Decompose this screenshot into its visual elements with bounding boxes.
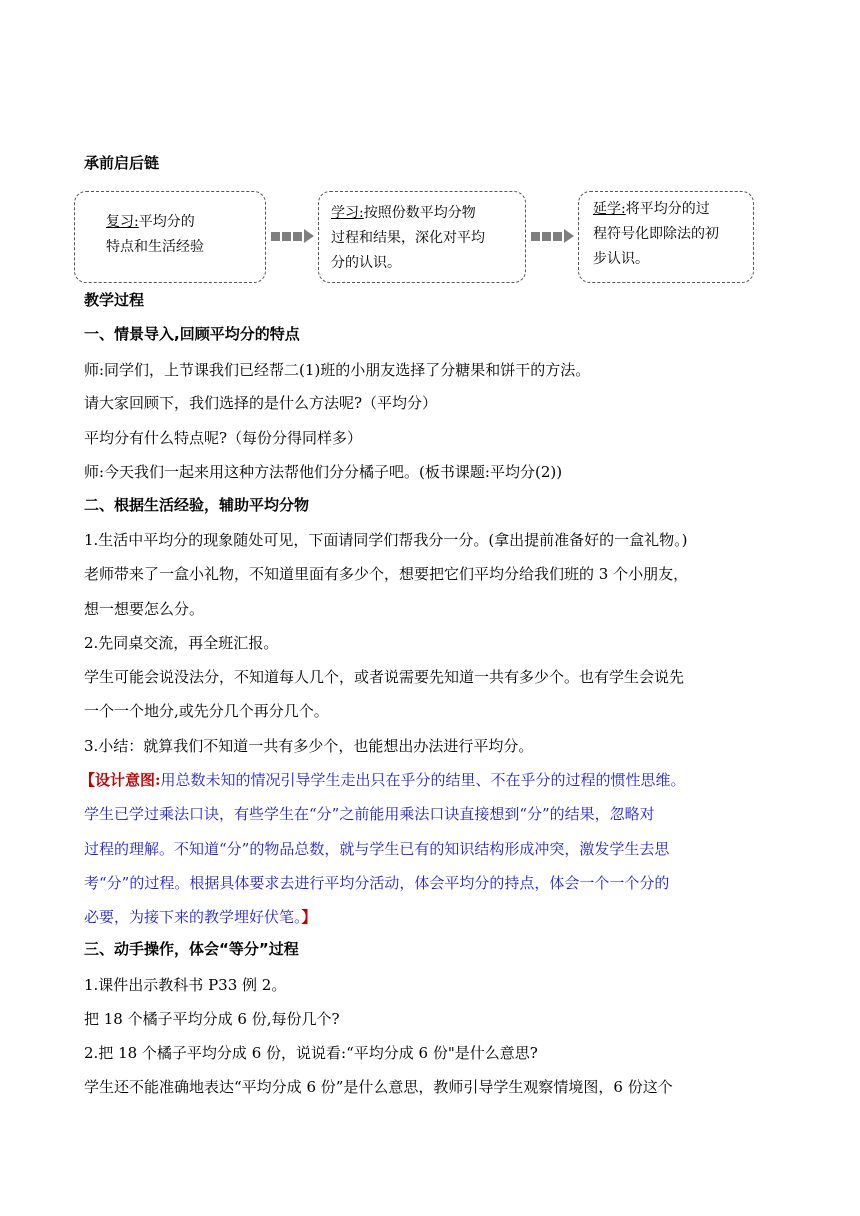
study-text-2: 过程和结果，深化对平均 <box>331 230 485 246</box>
design-intent-line-2: 学生已学过乘法口诀，有些学生在“分”之前能用乘法口诀直接想到“分”的结果，忽略对 <box>84 805 655 823</box>
extend-text-3: 步认识。 <box>593 251 649 267</box>
s2-para-3: 想一想要怎么分。 <box>84 600 205 618</box>
s1-para-4: 师:今天我们一起来用这种方法帮他们分分橘子吧。(板书课题:平均分(2)) <box>84 463 563 481</box>
s1-para-1: 师:同学们，上节课我们已经帮二(1)班的小朋友选择了分糖果和饼干的方法。 <box>84 361 591 379</box>
s3-para-2: 把 18 个橘子平均分成 6 份,每份几个? <box>84 1010 340 1028</box>
extend-label: 延学: <box>593 201 626 217</box>
s1-para-2: 请大家回顾下，我们选择的是什么方法呢?（平均分） <box>84 394 438 412</box>
study-text-3: 分的认识。 <box>331 255 401 271</box>
design-intent-line-1 <box>80 769 686 790</box>
extend-text-2: 程符号化即除法的初 <box>593 226 719 242</box>
s3-para-3: 2.把 18 个橘子平均分成 6 份，说说看:“平均分成 6 份"是什么意思? <box>84 1044 538 1062</box>
s2-para-5: 学生可能会说没法分，不知道每人几个，或者说需要先知道一共有多少个。也有学生会说先 <box>84 668 685 686</box>
design-intent-line-3: 过程的理解。不知道“分”的物品总数，就与学生已有的知识结构形成冲突，激发学生去思 <box>84 840 670 858</box>
s2-para-6: 一个一个地分,或先分几个再分几个。 <box>84 702 329 720</box>
study-box <box>318 191 526 283</box>
intent-close: 】 <box>301 908 317 926</box>
study-label: 学习: <box>331 205 364 221</box>
s3-para-1: 1.课件出示教科书 P33 例 2。 <box>84 976 287 994</box>
design-intent-line-5 <box>84 906 317 927</box>
review-box <box>74 191 266 283</box>
chain-title: 承前启后链 <box>84 154 160 172</box>
s2-para-7: 3.小结：就算我们不知道一共有多少个，也能想出办法进行平均分。 <box>84 737 534 755</box>
review-label: 复习: <box>106 214 139 230</box>
section-3-title: 三、动手操作，体会“等分”过程 <box>84 940 299 958</box>
review-text-1: 平均分的 <box>138 214 195 230</box>
section-1-title: 一、情景导入,回顾平均分的特点 <box>84 325 300 343</box>
s2-para-1: 1.生活中平均分的现象随处可见，下面请同学们帮我分一分。(拿出提前准备好的一盒礼物。) <box>84 531 688 549</box>
arrow-right-icon <box>271 229 314 243</box>
s3-para-4: 学生还不能准确地表达“平均分成 6 份”是什么意思，教师引导学生观察情境图，6 份这个 <box>84 1078 673 1096</box>
s1-para-3: 平均分有什么特点呢?（每份分得同样多） <box>84 429 363 447</box>
process-title: 教学过程 <box>84 291 145 309</box>
s2-para-4: 2.先同桌交流，再全班汇报。 <box>84 634 279 652</box>
intent-text-1: 用总数未知的情况引导学生走出只在乎分的结里、不在乎分的过程的惯性思维。 <box>160 771 686 789</box>
s2-para-2: 老师带来了一盒小礼物，不知道里面有多少个，想要把它们平均分给我们班的 3 个小朋友， <box>84 565 689 583</box>
arrow-right-icon <box>531 229 574 243</box>
extend-box <box>578 191 754 283</box>
design-intent-line-4: 考“分”的过程。根据具体要求去进行平均分活动，体会平均分的持点，体会一个一个分的 <box>84 874 670 892</box>
extend-text-1: 将平均分的过 <box>625 201 710 217</box>
intent-open: 【设计意图: <box>80 771 161 789</box>
section-2-title: 二、根据生活经验，辅助平均分物 <box>84 496 310 514</box>
intent-text-5: 必要，为接下来的教学埋好伏笔。 <box>84 908 302 926</box>
study-text-1: 按照份数平均分物 <box>363 205 476 221</box>
review-text-2: 特点和生活经验 <box>106 239 204 255</box>
